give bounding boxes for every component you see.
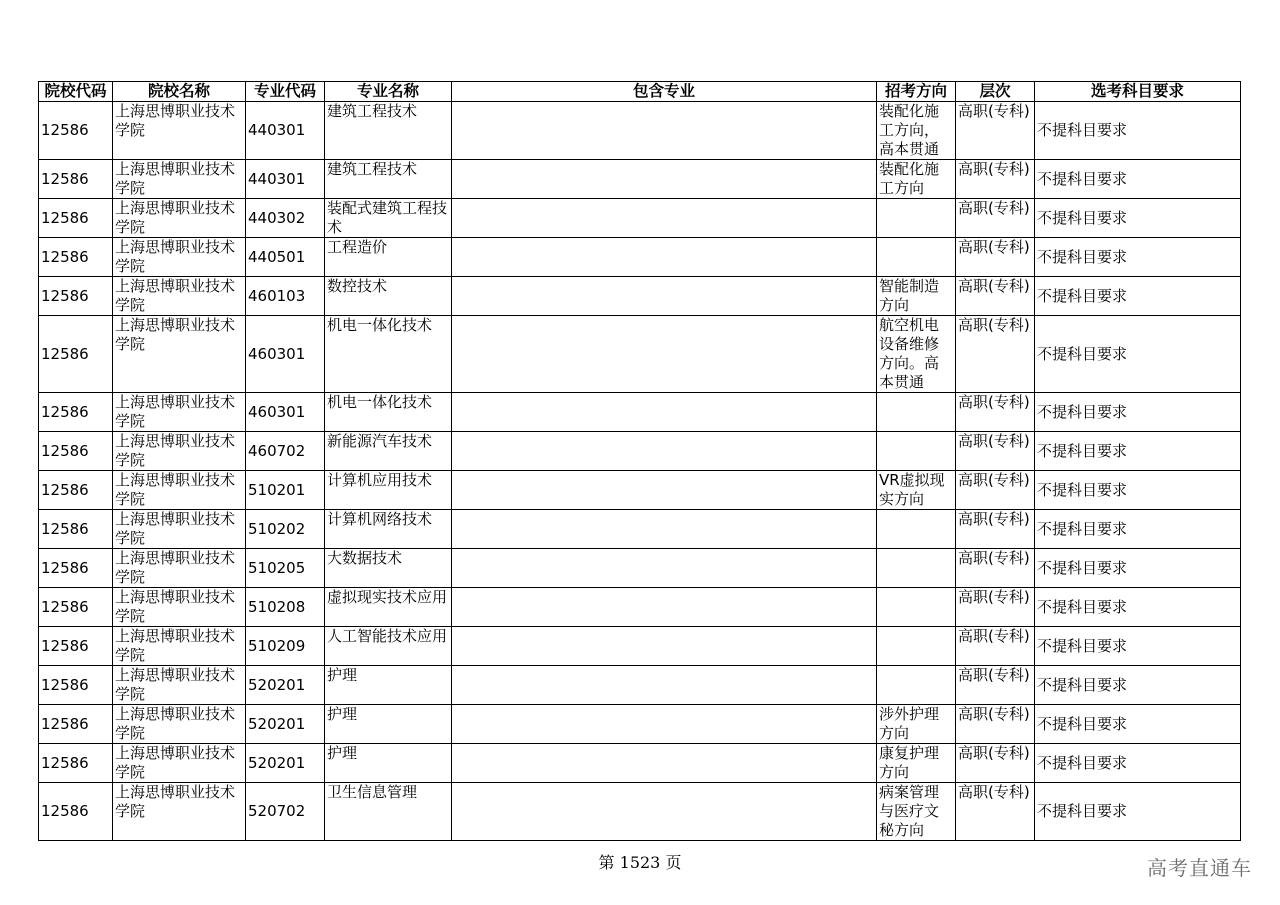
cell-school-name: 上海思博职业技术学院 xyxy=(113,238,246,277)
cell-major-name: 大数据技术 xyxy=(325,549,452,588)
header-direction: 招考方向 xyxy=(877,82,956,102)
header-subject-requirement: 选考科目要求 xyxy=(1035,82,1241,102)
cell-major-code: 510201 xyxy=(246,471,325,510)
cell-subject-requirement: 不提科目要求 xyxy=(1035,588,1241,627)
cell-included-majors xyxy=(452,627,877,666)
cell-major-name: 机电一体化技术 xyxy=(325,393,452,432)
cell-major-name: 护理 xyxy=(325,666,452,705)
cell-school-name: 上海思博职业技术学院 xyxy=(113,783,246,841)
cell-school-code: 12586 xyxy=(39,705,113,744)
cell-major-name: 计算机应用技术 xyxy=(325,471,452,510)
cell-school-name: 上海思博职业技术学院 xyxy=(113,316,246,393)
cell-school-code: 12586 xyxy=(39,627,113,666)
cell-major-name: 护理 xyxy=(325,705,452,744)
cell-subject-requirement: 不提科目要求 xyxy=(1035,705,1241,744)
header-school-code: 院校代码 xyxy=(39,82,113,102)
table-row xyxy=(39,705,1241,744)
cell-school-name: 上海思博职业技术学院 xyxy=(113,549,246,588)
cell-school-code: 12586 xyxy=(39,549,113,588)
table-row xyxy=(39,432,1241,471)
table-row xyxy=(39,238,1241,277)
cell-major-name: 建筑工程技术 xyxy=(325,160,452,199)
cell-subject-requirement: 不提科目要求 xyxy=(1035,160,1241,199)
cell-direction: 装配化施工方向，高本贯通 xyxy=(877,102,956,160)
table-body xyxy=(39,102,1241,841)
cell-level: 高职(专科) xyxy=(956,588,1035,627)
cell-level: 高职(专科) xyxy=(956,744,1035,783)
cell-direction xyxy=(877,393,956,432)
header-row xyxy=(39,82,1241,102)
cell-school-code: 12586 xyxy=(39,432,113,471)
cell-school-name: 上海思博职业技术学院 xyxy=(113,393,246,432)
cell-school-code: 12586 xyxy=(39,102,113,160)
table-row xyxy=(39,549,1241,588)
cell-major-code: 460702 xyxy=(246,432,325,471)
cell-level: 高职(专科) xyxy=(956,316,1035,393)
cell-major-code: 460103 xyxy=(246,277,325,316)
cell-major-code: 520201 xyxy=(246,744,325,783)
cell-included-majors xyxy=(452,277,877,316)
cell-major-code: 510209 xyxy=(246,627,325,666)
cell-level: 高职(专科) xyxy=(956,627,1035,666)
cell-level: 高职(专科) xyxy=(956,393,1035,432)
cell-major-name: 建筑工程技术 xyxy=(325,102,452,160)
table-row xyxy=(39,588,1241,627)
cell-included-majors xyxy=(452,160,877,199)
table-row xyxy=(39,393,1241,432)
cell-level: 高职(专科) xyxy=(956,471,1035,510)
table-row xyxy=(39,160,1241,199)
cell-direction xyxy=(877,432,956,471)
cell-major-name: 人工智能技术应用 xyxy=(325,627,452,666)
cell-direction xyxy=(877,549,956,588)
cell-school-code: 12586 xyxy=(39,588,113,627)
cell-included-majors xyxy=(452,705,877,744)
cell-direction: VR虚拟现实方向 xyxy=(877,471,956,510)
cell-major-name: 护理 xyxy=(325,744,452,783)
cell-school-code: 12586 xyxy=(39,238,113,277)
cell-subject-requirement: 不提科目要求 xyxy=(1035,549,1241,588)
cell-direction: 涉外护理方向 xyxy=(877,705,956,744)
table-row xyxy=(39,666,1241,705)
cell-school-name: 上海思博职业技术学院 xyxy=(113,471,246,510)
cell-major-name: 装配式建筑工程技术 xyxy=(325,199,452,238)
cell-major-name: 数控技术 xyxy=(325,277,452,316)
table-row xyxy=(39,510,1241,549)
header-school-name: 院校名称 xyxy=(113,82,246,102)
cell-included-majors xyxy=(452,666,877,705)
admissions-table xyxy=(38,81,1241,841)
cell-subject-requirement: 不提科目要求 xyxy=(1035,393,1241,432)
cell-school-name: 上海思博职业技术学院 xyxy=(113,199,246,238)
table-row xyxy=(39,316,1241,393)
cell-major-name: 新能源汽车技术 xyxy=(325,432,452,471)
cell-school-code: 12586 xyxy=(39,160,113,199)
cell-major-code: 460301 xyxy=(246,316,325,393)
cell-included-majors xyxy=(452,471,877,510)
cell-school-code: 12586 xyxy=(39,393,113,432)
cell-major-code: 440302 xyxy=(246,199,325,238)
page-number: 第 1523 页 xyxy=(598,853,682,872)
table-row xyxy=(39,471,1241,510)
header-major-code: 专业代码 xyxy=(246,82,325,102)
cell-school-name: 上海思博职业技术学院 xyxy=(113,432,246,471)
cell-school-code: 12586 xyxy=(39,666,113,705)
cell-direction xyxy=(877,199,956,238)
cell-included-majors xyxy=(452,588,877,627)
cell-subject-requirement: 不提科目要求 xyxy=(1035,432,1241,471)
cell-included-majors xyxy=(452,238,877,277)
cell-direction: 智能制造方向 xyxy=(877,277,956,316)
cell-direction: 康复护理方向 xyxy=(877,744,956,783)
table-row xyxy=(39,277,1241,316)
cell-school-name: 上海思博职业技术学院 xyxy=(113,705,246,744)
cell-school-name: 上海思博职业技术学院 xyxy=(113,588,246,627)
cell-major-name: 虚拟现实技术应用 xyxy=(325,588,452,627)
cell-major-name: 工程造价 xyxy=(325,238,452,277)
cell-included-majors xyxy=(452,316,877,393)
table-row xyxy=(39,744,1241,783)
header-level: 层次 xyxy=(956,82,1035,102)
watermark-logo: 高考直通车 xyxy=(1147,856,1252,880)
cell-subject-requirement: 不提科目要求 xyxy=(1035,199,1241,238)
cell-included-majors xyxy=(452,199,877,238)
cell-included-majors xyxy=(452,102,877,160)
cell-subject-requirement: 不提科目要求 xyxy=(1035,627,1241,666)
cell-subject-requirement: 不提科目要求 xyxy=(1035,510,1241,549)
cell-school-code: 12586 xyxy=(39,510,113,549)
cell-school-name: 上海思博职业技术学院 xyxy=(113,102,246,160)
table-row xyxy=(39,627,1241,666)
cell-level: 高职(专科) xyxy=(956,199,1035,238)
cell-school-name: 上海思博职业技术学院 xyxy=(113,277,246,316)
cell-subject-requirement: 不提科目要求 xyxy=(1035,316,1241,393)
cell-school-code: 12586 xyxy=(39,783,113,841)
cell-included-majors xyxy=(452,549,877,588)
cell-school-name: 上海思博职业技术学院 xyxy=(113,666,246,705)
cell-major-name: 机电一体化技术 xyxy=(325,316,452,393)
cell-direction: 装配化施工方向 xyxy=(877,160,956,199)
cell-level: 高职(专科) xyxy=(956,705,1035,744)
header-included-majors: 包含专业 xyxy=(452,82,877,102)
cell-subject-requirement: 不提科目要求 xyxy=(1035,744,1241,783)
cell-subject-requirement: 不提科目要求 xyxy=(1035,666,1241,705)
cell-major-code: 520201 xyxy=(246,666,325,705)
cell-school-code: 12586 xyxy=(39,744,113,783)
cell-direction xyxy=(877,666,956,705)
cell-level: 高职(专科) xyxy=(956,666,1035,705)
cell-level: 高职(专科) xyxy=(956,238,1035,277)
cell-major-code: 520702 xyxy=(246,783,325,841)
cell-direction xyxy=(877,627,956,666)
cell-major-name: 卫生信息管理 xyxy=(325,783,452,841)
cell-included-majors xyxy=(452,432,877,471)
header-major-name: 专业名称 xyxy=(325,82,452,102)
cell-level: 高职(专科) xyxy=(956,783,1035,841)
cell-major-code: 510202 xyxy=(246,510,325,549)
cell-level: 高职(专科) xyxy=(956,549,1035,588)
table-row xyxy=(39,199,1241,238)
cell-major-code: 520201 xyxy=(246,705,325,744)
cell-included-majors xyxy=(452,744,877,783)
table-row xyxy=(39,783,1241,841)
table-row xyxy=(39,102,1241,160)
cell-subject-requirement: 不提科目要求 xyxy=(1035,102,1241,160)
cell-subject-requirement: 不提科目要求 xyxy=(1035,277,1241,316)
cell-major-code: 440301 xyxy=(246,160,325,199)
cell-major-code: 510208 xyxy=(246,588,325,627)
cell-school-code: 12586 xyxy=(39,471,113,510)
cell-major-code: 440301 xyxy=(246,102,325,160)
cell-subject-requirement: 不提科目要求 xyxy=(1035,783,1241,841)
cell-school-code: 12586 xyxy=(39,316,113,393)
cell-level: 高职(专科) xyxy=(956,102,1035,160)
cell-school-name: 上海思博职业技术学院 xyxy=(113,510,246,549)
cell-school-name: 上海思博职业技术学院 xyxy=(113,160,246,199)
cell-subject-requirement: 不提科目要求 xyxy=(1035,238,1241,277)
cell-major-code: 440501 xyxy=(246,238,325,277)
cell-direction xyxy=(877,588,956,627)
cell-included-majors xyxy=(452,510,877,549)
cell-level: 高职(专科) xyxy=(956,432,1035,471)
cell-major-code: 510205 xyxy=(246,549,325,588)
cell-included-majors xyxy=(452,393,877,432)
cell-school-code: 12586 xyxy=(39,199,113,238)
cell-direction: 航空机电设备维修方向。高本贯通 xyxy=(877,316,956,393)
cell-subject-requirement: 不提科目要求 xyxy=(1035,471,1241,510)
cell-level: 高职(专科) xyxy=(956,510,1035,549)
cell-school-name: 上海思博职业技术学院 xyxy=(113,744,246,783)
cell-level: 高职(专科) xyxy=(956,160,1035,199)
cell-major-code: 460301 xyxy=(246,393,325,432)
cell-school-name: 上海思博职业技术学院 xyxy=(113,627,246,666)
cell-school-code: 12586 xyxy=(39,277,113,316)
cell-direction: 病案管理与医疗文秘方向 xyxy=(877,783,956,841)
cell-level: 高职(专科) xyxy=(956,277,1035,316)
cell-direction xyxy=(877,238,956,277)
cell-direction xyxy=(877,510,956,549)
cell-included-majors xyxy=(452,783,877,841)
cell-major-name: 计算机网络技术 xyxy=(325,510,452,549)
